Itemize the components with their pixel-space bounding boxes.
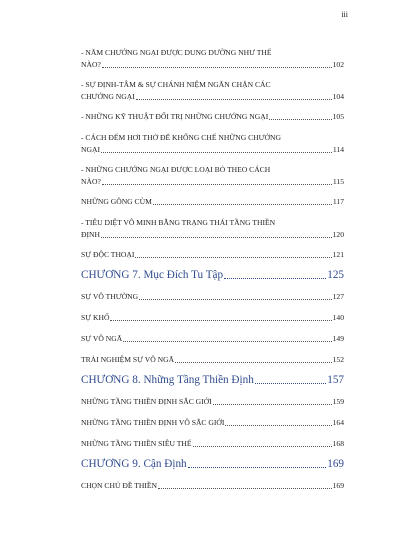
page-number: iii [341,10,348,19]
dot-leader [101,237,332,238]
toc-entry-page: 104 [332,92,344,101]
dot-leader [269,119,331,120]
toc-entry-page: 149 [332,334,344,343]
dot-leader [136,99,332,100]
toc-entry-title: TRẢI NGHIỆM SỰ VÔ NGÃ [81,355,175,364]
toc-entry-title: - TIÊU DIỆT VÔ MINH BẰNG TRẠNG THÁI TẦNG THIỀN [81,218,276,227]
toc-entry-title: CHƯƠNG 8. Những Tầng Thiền Định [81,374,254,386]
toc-entry[interactable] [81,79,344,103]
dot-leader [225,425,331,426]
toc-entry[interactable] [81,438,344,450]
toc-entry-title: - SỰ ĐỊNH-TÂM & SỰ CHÁNH NIỆM NGĂN CHẶN CÁC [81,80,271,89]
toc-entry[interactable] [81,164,344,188]
dot-leader [123,341,331,342]
toc-entry-title: NHỮNG TẦNG THIỀN ĐỊNH SẮC GIỚI [81,397,212,406]
table-of-contents [81,47,344,501]
dot-leader [158,488,332,489]
toc-entry-page: 120 [332,230,344,239]
toc-entry-page: 164 [332,418,344,427]
toc-entry[interactable] [81,396,344,408]
dot-leader [188,467,327,468]
toc-entry-title: SỰ KHỔ [81,313,110,322]
toc-entry-title: CHƯƠNG 7. Mục Đích Tu Tập [81,269,224,281]
toc-entry-page: 114 [332,145,344,154]
dot-leader [102,184,332,185]
dot-leader [175,362,332,363]
toc-entry-title: NHỮNG GÔNG CÙM [81,197,152,206]
toc-entry-title: - NHỮNG KỸ THUẬT ĐỐI TRỊ NHỮNG CHƯỚNG NGẠI [81,112,269,121]
toc-entry[interactable] [81,249,344,261]
toc-entry-title: SỰ ĐỘC THOẠI [81,250,135,259]
toc-entry[interactable] [81,354,344,366]
toc-entry[interactable] [81,291,344,303]
toc-entry-title: SỰ VÔ THƯỜNG [81,292,139,301]
toc-entry-title: NHỮNG TẦNG THIỀN SIÊU THẾ [81,439,192,448]
toc-entry[interactable] [81,480,344,492]
toc-entry-page: 102 [332,60,344,69]
toc-entry-page: 169 [327,458,344,470]
toc-chapter-entry[interactable] [81,457,344,471]
toc-entry-title: CHƯƠNG 9. Cận Định [81,458,187,470]
toc-entry[interactable] [81,196,344,208]
dot-leader [153,204,332,205]
toc-entry-title: SỰ VÔ NGÃ [81,334,123,343]
dot-leader [224,278,326,279]
toc-entry-title: CHỌN CHỦ ĐỀ THIỀN [81,481,158,490]
toc-entry-page: 169 [332,481,344,490]
dot-leader [101,152,332,153]
dot-leader [213,404,332,405]
toc-entry-title: NHỮNG TẦNG THIỀN ĐỊNH VÔ SẮC GIỚI [81,418,225,427]
toc-entry-page: 115 [332,177,344,186]
dot-leader [139,299,332,300]
toc-chapter-entry[interactable] [81,268,344,282]
toc-entry[interactable] [81,333,344,345]
toc-entry[interactable] [81,132,344,156]
toc-entry-page: 152 [332,355,344,364]
toc-entry-title: - NĂM CHƯỚNG NGẠI ĐƯỢC DUNG DƯỠNG NHƯ THẾ [81,48,272,57]
toc-entry[interactable] [81,417,344,429]
toc-entry-page: 140 [332,313,344,322]
toc-entry-title: ĐỊNH [81,230,100,239]
dot-leader [110,320,331,321]
toc-entry-page: 117 [332,197,344,206]
toc-entry[interactable] [81,111,344,123]
dot-leader [255,383,326,384]
toc-entry-title: NGẠI [81,145,100,154]
toc-entry-title: NÀO? [81,177,101,186]
toc-entry-title: - NHỮNG CHƯỚNG NGẠI ĐƯỢC LOẠI BỎ THEO CÁCH [81,165,271,174]
toc-entry-title: NÀO? [81,60,101,69]
dot-leader [135,257,331,258]
toc-entry[interactable] [81,312,344,324]
toc-chapter-entry[interactable] [81,373,344,387]
dot-leader [102,67,332,68]
toc-entry-page: 168 [332,439,344,448]
toc-entry-page: 121 [332,250,344,259]
toc-entry[interactable] [81,217,344,241]
toc-entry-page: 105 [332,112,344,121]
toc-entry-page: 127 [332,292,344,301]
toc-entry-page: 159 [332,397,344,406]
toc-entry[interactable] [81,47,344,71]
toc-entry-title: CHƯỚNG NGẠI [81,92,135,101]
toc-entry-page: 125 [327,269,344,281]
dot-leader [193,446,332,447]
toc-entry-title: - CÁCH ĐẾM HƠI THỞ ĐỂ KHỐNG CHẾ NHỮNG CHƯỚNG [81,133,282,142]
toc-entry-page: 157 [327,374,344,386]
